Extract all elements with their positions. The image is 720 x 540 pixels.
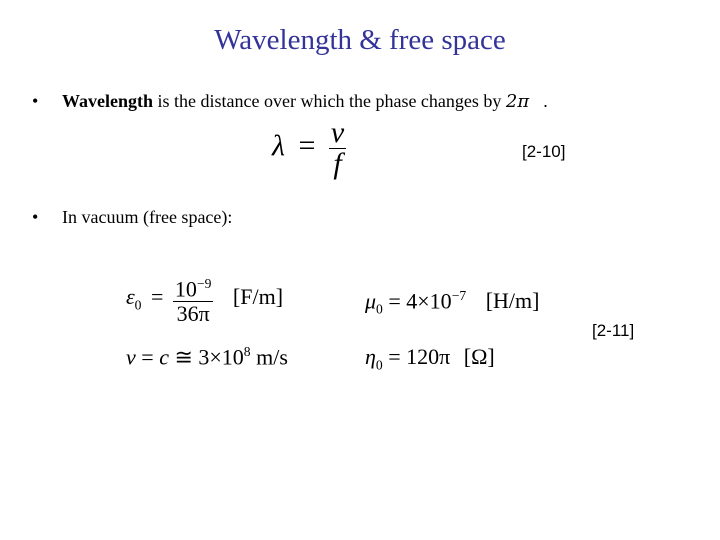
c-symbol: c — [159, 344, 169, 370]
bullet-marker: • — [32, 207, 39, 227]
equation-permeability — [365, 288, 539, 318]
eta-value: = 120π — [388, 344, 451, 369]
v-symbol: v — [126, 344, 136, 370]
phase-value: 2π — [505, 91, 530, 112]
bullet-vacuum — [32, 206, 232, 228]
speed-value: ≅ 3×10 — [174, 344, 244, 370]
fraction-v-over-f — [329, 118, 346, 179]
vacuum-text: In vacuum (free space): — [62, 207, 233, 227]
speed-exponent: 8 — [243, 344, 251, 359]
unit-h-per-m: [H/m] — [485, 288, 540, 314]
equation-permittivity — [126, 272, 283, 326]
lambda-symbol: λ — [272, 129, 285, 163]
mu-symbol: μ — [365, 288, 377, 314]
equals-sign: = — [141, 344, 154, 370]
definition-text: is the distance over which the phase changes by — [153, 91, 506, 111]
equals-sign: = — [150, 284, 164, 310]
fraction-permittivity — [173, 272, 214, 326]
unit-ohm: [Ω] — [463, 344, 495, 369]
equation-speed-of-light — [126, 344, 288, 370]
equation-ref-2-10: [2-10] — [522, 142, 566, 161]
term-wavelength: Wavelength — [62, 91, 154, 111]
slide-title: Wavelength & free space — [214, 24, 506, 56]
numerator-power: $10^{-9}$ — [174, 276, 212, 302]
mu-exponent: −7 — [451, 288, 467, 303]
equation-impedance — [365, 344, 495, 373]
equation-wavelength — [272, 118, 346, 179]
equals-sign: = — [298, 129, 316, 163]
definition-end: . — [543, 91, 548, 111]
denominator-f: f — [329, 148, 346, 179]
bullet-marker: • — [32, 91, 39, 111]
unit-f-per-m: [F/m] — [232, 284, 284, 310]
epsilon-symbol: ε — [126, 284, 135, 310]
bullet-wavelength — [32, 90, 548, 113]
numerator-v: v — [330, 116, 345, 149]
mu-value: = 4×10 — [388, 288, 452, 314]
unit-m-per-s: m/s — [256, 344, 288, 370]
epsilon-subscript: 0 — [134, 297, 142, 313]
mu-subscript: 0 — [376, 301, 383, 317]
eta-symbol: η — [365, 344, 376, 369]
eta-subscript: 0 — [375, 357, 383, 373]
equation-ref-2-11: [2-11] — [592, 321, 635, 340]
denominator-36pi: 36π — [173, 301, 214, 326]
